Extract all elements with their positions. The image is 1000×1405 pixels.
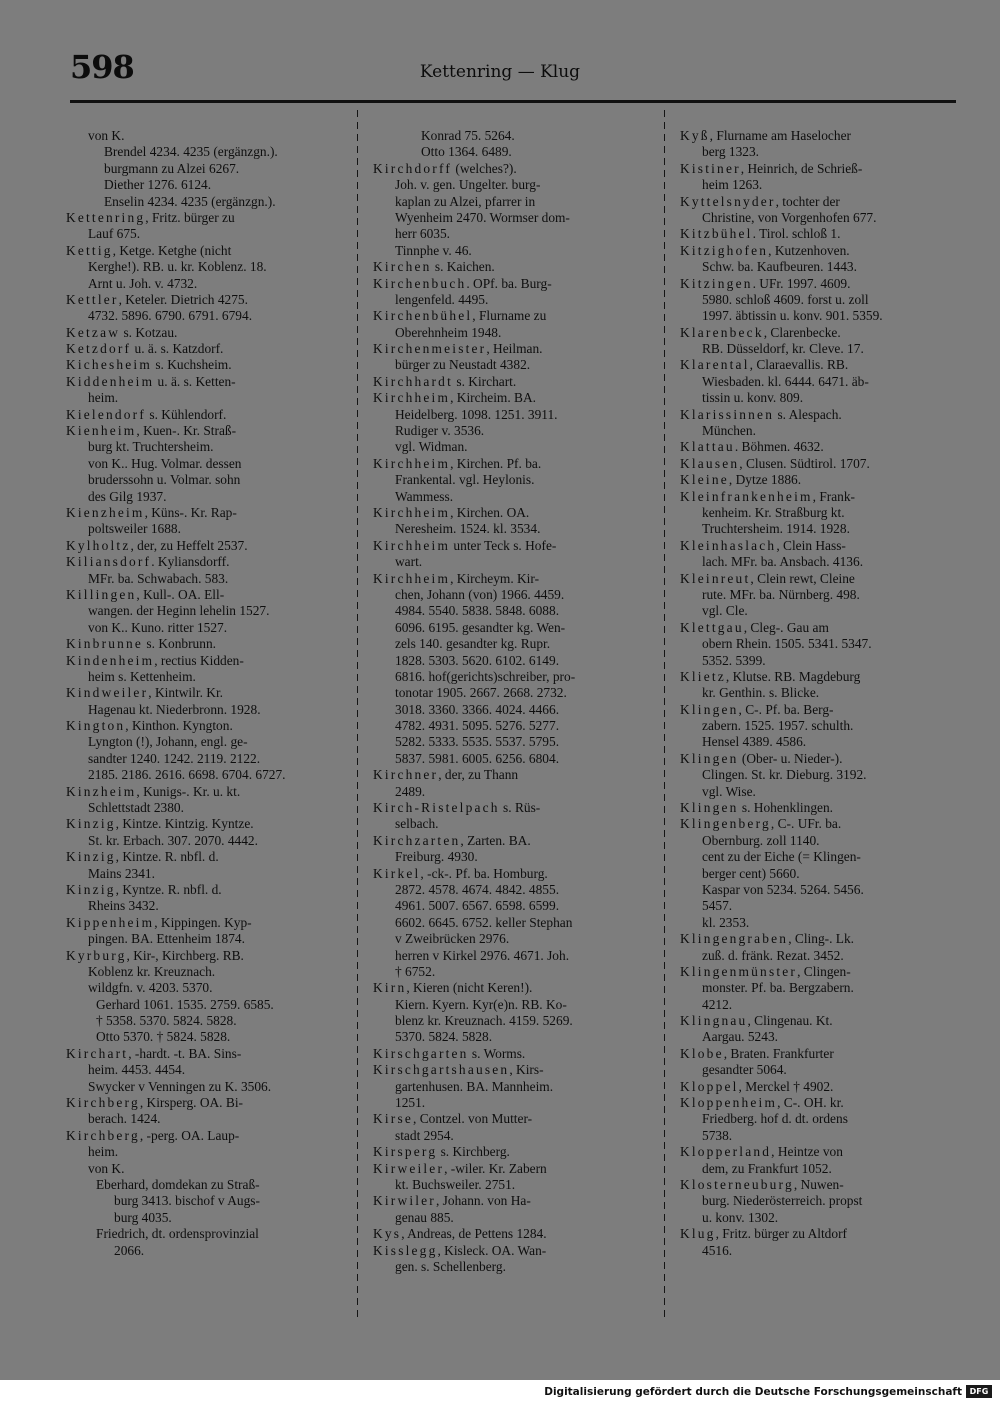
headword: Kirse: [373, 1111, 414, 1127]
entry-headword-line: Klarissinnen s. Alespach.: [680, 406, 842, 422]
entry-headword-line: Kitzingen. UFr. 1997. 4609.: [680, 275, 851, 291]
entry-line: Kerghe!). RB. u. kr. Koblenz. 18.: [88, 259, 267, 275]
entry-headword-line: Kyttelsnyder, tochter der: [680, 193, 840, 209]
headword: Kindweiler: [66, 685, 149, 701]
entry-line: 6602. 6645. 6752. keller Stephan: [395, 914, 573, 930]
entry-line: pingen. BA. Ettenheim 1874.: [88, 931, 245, 947]
headword: Kirschgartshausen: [373, 1062, 510, 1078]
headword: Klattau: [680, 439, 735, 455]
entry-line: Gerhard 1061. 1535. 2759. 6585.: [96, 996, 274, 1012]
headword: Kinzig: [66, 849, 116, 865]
headword: Kys: [373, 1226, 402, 1242]
entry-headword-line: Kinzheim, Kunigs-. Kr. u. kt.: [66, 783, 241, 799]
headword: Kirchhardt: [373, 373, 454, 389]
entry-line: Frankental. vgl. Heylonis.: [395, 472, 535, 488]
entry-line: Diether 1276. 6124.: [104, 177, 212, 193]
header-rule: [70, 100, 956, 103]
entry-line: heim s. Kettenheim.: [88, 668, 196, 684]
entry-headword-line: Kisslegg, Kisleck. OA. Wan-: [373, 1242, 547, 1258]
entry-headword-line: Klosterneuburg, Nuwen-: [680, 1177, 844, 1192]
entry-line: kl. 2353.: [702, 914, 750, 930]
headword: Kloppel: [680, 1078, 739, 1094]
headword: Klarental: [680, 357, 750, 373]
entry-line: tonotar 1905. 2667. 2668. 2732.: [395, 685, 567, 701]
entry-line: Wiesbaden. kl. 6444. 6471. äb-: [702, 373, 869, 389]
headword: Kisslegg: [373, 1242, 438, 1258]
headword: Kitzighofen: [680, 242, 769, 258]
entry-line: 1828. 5303. 5620. 6102. 6149.: [395, 652, 560, 668]
headword: Kirchenbühel: [373, 308, 473, 324]
text-column-3: [680, 128, 952, 1259]
headword: Kinzheim: [66, 783, 137, 799]
entry-line: lengenfeld. 4495.: [395, 291, 489, 307]
headword: Kyrburg: [66, 947, 127, 963]
entry-headword-line: Klingen, C-. Pf. ba. Berg-: [680, 701, 834, 717]
entry-line: 5457.: [702, 898, 733, 914]
headword: Kirch-Ristelpach: [373, 800, 500, 816]
entry-headword-line: Kettler, Keteler. Dietrich 4275.: [66, 291, 248, 307]
entry-line: gen. s. Schellenberg.: [395, 1258, 506, 1274]
entry-line: burg 4035.: [114, 1209, 172, 1225]
entry-line: Schlettstadt 2380.: [88, 800, 184, 816]
entry-line: Arnt u. Joh. v. 4732.: [88, 275, 198, 291]
entry-headword-line: Kirwiler, Johann. von Ha-: [373, 1193, 531, 1209]
headword: Kichesheim: [66, 357, 152, 373]
headword: Kistiner: [680, 160, 741, 176]
entry-line: kaplan zu Alzei, pfarrer in: [395, 193, 536, 209]
entry-line: Joh. v. gen. Ungelter. burg-: [395, 177, 541, 193]
entry-headword-line: Kirchzarten, Zarten. BA.: [373, 832, 531, 848]
entry-headword-line: Kington, Kinthon. Kyngton.: [66, 718, 233, 734]
entry-line: Freiburg. 4930.: [395, 849, 478, 865]
headword: Kirschgarten: [373, 1045, 469, 1061]
entry-headword-line: Kinzig, Kintze. Kintzig. Kyntze.: [66, 816, 254, 832]
entry-line: Hensel 4389. 4586.: [702, 734, 807, 750]
entry-line: Obernburg. zoll 1140.: [702, 832, 820, 848]
entry-line: 2872. 4578. 4674. 4842. 4855.: [395, 881, 560, 897]
entry-line: 4961. 5007. 6567. 6598. 6599.: [395, 898, 560, 914]
entry-line: vgl. Widman.: [395, 439, 468, 455]
entry-line: Wammess.: [395, 488, 454, 504]
entry-headword-line: Kinzig, Kyntze. R. nbfl. d.: [66, 881, 222, 897]
entry-headword-line: Kettig, Ketge. Ketghe (nicht: [66, 242, 232, 258]
entry-headword-line: Kleinfrankenheim, Frank-: [680, 488, 856, 504]
headword: Kienheim: [66, 423, 137, 439]
headword: Kleinhaslach: [680, 537, 777, 553]
entry-line: Rudiger v. 3536.: [395, 423, 485, 439]
entry-line: Hagenau kt. Niederbronn. 1928.: [88, 701, 261, 717]
entry-headword-line: Kinbrunne s. Konbrunn.: [66, 636, 216, 652]
entry-line: kt. Buchsweiler. 2751.: [395, 1177, 516, 1192]
entry-headword-line: Klarental, Claraevallis. RB.: [680, 357, 849, 373]
entry-line: von K.. Kuno. ritter 1527.: [88, 619, 228, 635]
entry-headword-line: Kyß, Flurname am Haselocher: [680, 128, 851, 143]
entry-headword-line: Kirchheim, Kircheym. Kir-: [373, 570, 540, 586]
headword: Kirwiler: [373, 1193, 436, 1209]
entry-headword-line: Kyrburg, Kir-, Kirchberg. RB.: [66, 947, 244, 963]
headword: Kirchner: [373, 767, 439, 783]
entry-headword-line: Kindenheim, rectius Kidden-: [66, 652, 244, 668]
entry-line: 5352. 5399.: [702, 652, 766, 668]
entry-line: Wyenheim 2470. Wormser dom-: [395, 209, 570, 225]
entry-line: burg. Niederösterreich. propst: [702, 1193, 863, 1209]
entry-line: obern Rhein. 1505. 5341. 5347.: [702, 636, 872, 652]
entry-headword-line: Kirweiler, -wiler. Kr. Zabern: [373, 1160, 547, 1176]
entry-line: † 6752.: [395, 963, 436, 979]
headword: Klausen: [680, 455, 740, 471]
entry-line: Swycker v Venningen zu K. 3506.: [88, 1078, 272, 1094]
entry-line: 2066.: [114, 1242, 145, 1258]
headword: Klopperland: [680, 1144, 772, 1160]
entry-line: 6096. 6195. gesandter kg. Wen-: [395, 619, 566, 635]
headword: Kylholtz: [66, 537, 131, 553]
entry-line: v Zweibrücken 2976.: [395, 931, 510, 947]
entry-line: vgl. Cle.: [702, 603, 748, 619]
entry-headword-line: Kitzbühel. Tirol. schloß 1.: [680, 226, 841, 242]
footer-bar: [0, 1380, 1000, 1405]
entry-line: 1251.: [395, 1095, 426, 1111]
headword: Kirchheim: [373, 390, 451, 406]
entry-headword-line: Klingenberg, C-. UFr. ba.: [680, 816, 842, 832]
headword: Kindenheim: [66, 652, 155, 668]
entry-headword-line: Kirchner, der, zu Thann: [373, 767, 519, 783]
headword: Kyß: [680, 128, 710, 143]
headword: Kirchheim: [373, 537, 451, 553]
entry-headword-line: Kirschgarten s. Worms.: [373, 1045, 526, 1061]
entry-line: blenz kr. Kreuznach. 4159. 5269.: [395, 1013, 573, 1029]
headword: Klingengraben: [680, 931, 789, 947]
headword: Kirchberg: [66, 1095, 140, 1111]
headword: Kloppenheim: [680, 1095, 778, 1111]
entry-line: Christine, von Vorgenhofen 677.: [702, 209, 877, 225]
entry-line: burg 3413. bischof v Augs-: [114, 1193, 260, 1209]
entry-line: Brendel 4234. 4235 (ergänzgn.).: [104, 144, 278, 160]
entry-line: berg 1323.: [702, 144, 760, 160]
entry-headword-line: Kichesheim s. Kuchsheim.: [66, 357, 232, 373]
headword: Kirchheim: [373, 570, 451, 586]
entry-headword-line: Kleine, Dytze 1886.: [680, 472, 802, 488]
entry-headword-line: Klug, Fritz. bürger zu Altdorf: [680, 1226, 847, 1242]
entry-headword-line: Kirschgartshausen, Kirs-: [373, 1062, 544, 1078]
entry-headword-line: Klopperland, Heintze von: [680, 1144, 843, 1160]
entry-line: † 5358. 5370. 5824. 5828.: [96, 1013, 237, 1029]
headword: Klarissinnen: [680, 406, 775, 422]
headword: Kington: [66, 718, 126, 734]
headword: Klobe: [680, 1045, 724, 1061]
entry-line: Lyngton (!), Johann, engl. ge-: [88, 734, 248, 750]
headword: Klingen: [680, 750, 739, 766]
entry-line: herren v Kirkel 2976. 4671. Joh.: [395, 947, 570, 963]
headword: Kirweiler: [373, 1160, 445, 1176]
entry-headword-line: Kirchberg, -perg. OA. Laup-: [66, 1127, 240, 1143]
entry-line: tissin u. konv. 809.: [702, 390, 804, 406]
entry-line: 4732. 5896. 6790. 6791. 6794.: [88, 308, 253, 324]
entry-headword-line: Kloppenheim, C-. OH. kr.: [680, 1095, 844, 1111]
entry-line: wangen. der Heginn lehelin 1527.: [88, 603, 270, 619]
entry-line: dem, zu Frankfurt 1052.: [702, 1160, 832, 1176]
entry-headword-line: Kirchberg, Kirsperg. OA. Bi-: [66, 1095, 243, 1111]
entry-line: Enselin 4234. 4235 (ergänzgn.).: [104, 193, 276, 209]
headword: Ketzdorf: [66, 341, 132, 357]
entry-line: wart.: [395, 554, 423, 570]
entry-line: 5980. schloß 4609. forst u. zoll: [702, 291, 869, 307]
entry-line: München.: [702, 423, 756, 439]
entry-line: genau 885.: [395, 1209, 454, 1225]
column-separator: [664, 110, 665, 1320]
entry-line: 5282. 5333. 5535. 5537. 5795.: [395, 734, 560, 750]
headword: Klingenmünster: [680, 963, 798, 979]
headword: Klarenbeck: [680, 324, 764, 340]
running-head: Kettenring — Klug: [419, 62, 581, 82]
entry-headword-line: Kirchheim, Kirchen. Pf. ba.: [373, 455, 542, 471]
headword: Kielendorf: [66, 406, 147, 422]
entry-headword-line: Kys, Andreas, de Pettens 1284.: [373, 1226, 547, 1242]
headword: Kirchenmeister: [373, 341, 487, 357]
headword: Kirchzarten: [373, 832, 461, 848]
entry-line: 3018. 3360. 3366. 4024. 4466.: [395, 701, 560, 717]
entry-headword-line: Kylholtz, der, zu Heffelt 2537.: [66, 537, 248, 553]
column-separator: [357, 110, 358, 1320]
entry-headword-line: Klattau. Böhmen. 4632.: [680, 439, 824, 455]
entry-line: 4212.: [702, 996, 733, 1012]
entry-line: Heidelberg. 1098. 1251. 3911.: [395, 406, 558, 422]
entry-headword-line: Kirchenbühel, Flurname zu: [373, 308, 547, 324]
entry-line: von K.: [88, 128, 125, 143]
headword: Kirchberg: [66, 1127, 140, 1143]
entry-headword-line: Kloppel, Merckel † 4902.: [680, 1078, 834, 1094]
entry-headword-line: Kirchenmeister, Heilman.: [373, 341, 543, 357]
headword: Kirchdorff: [373, 160, 453, 176]
entry-line: 2489.: [395, 783, 426, 799]
headword: Kettler: [66, 291, 119, 307]
headword: Kirchheim: [373, 504, 451, 520]
entry-line: burgmann zu Alzei 6267.: [104, 160, 240, 176]
entry-line: 4516.: [702, 1242, 733, 1258]
entry-line: zabern. 1525. 1957. schulth.: [702, 718, 854, 734]
entry-line: von K.: [88, 1160, 125, 1176]
entry-line: Tinnphe v. 46.: [395, 242, 472, 258]
entry-headword-line: Kirch-Ristelpach s. Rüs-: [373, 800, 541, 816]
headword: Klosterneuburg: [680, 1177, 794, 1192]
entry-line: Truchtersheim. 1914. 1928.: [702, 521, 850, 537]
entry-headword-line: Kirchdorff (welches?).: [373, 160, 517, 176]
entry-line: berach. 1424.: [88, 1111, 161, 1127]
text-column-1: [66, 128, 342, 1259]
entry-line: burg kt. Truchtersheim.: [88, 439, 214, 455]
entry-line: bruderssohn u. Volmar. sohn: [88, 472, 241, 488]
headword: Kettenring: [66, 209, 146, 225]
headword: Kettig: [66, 242, 113, 258]
headword: Kirchen: [373, 259, 432, 275]
entry-line: u. konv. 1302.: [702, 1209, 779, 1225]
entry-line: 6816. hof(gerichts)schreiber, pro-: [395, 668, 576, 684]
headword: Kirsperg: [373, 1144, 438, 1160]
entry-headword-line: Kirkel, -ck-. Pf. ba. Homburg.: [373, 865, 548, 881]
entry-headword-line: Kirchheim, Kirchen. OA.: [373, 504, 530, 520]
entry-line: wildgfn. v. 4203. 5370.: [88, 980, 213, 996]
headword: Kleinfrankenheim: [680, 488, 813, 504]
entry-headword-line: Kielendorf s. Kühlendorf.: [66, 406, 227, 422]
entry-line: Otto 1364. 6489.: [421, 144, 512, 160]
headword: Kienzheim: [66, 504, 145, 520]
entry-line: heim. 4453. 4454.: [88, 1062, 186, 1078]
entry-line: chen, Johann (von) 1966. 4459.: [395, 586, 565, 602]
entry-headword-line: Kippenheim, Kippingen. Kyp-: [66, 914, 252, 930]
headword: Kiliansdorf: [66, 554, 152, 570]
entry-line: kr. Genthin. s. Blicke.: [702, 685, 820, 701]
headword: Killingen: [66, 586, 137, 602]
entry-line: 2185. 2186. 2616. 6698. 6704. 6727.: [88, 767, 286, 783]
entry-line: Koblenz kr. Kreuznach.: [88, 963, 216, 979]
entry-headword-line: Kirchart, -hardt. -t. BA. Sins-: [66, 1045, 242, 1061]
page-number: 598: [70, 48, 134, 86]
entry-headword-line: Klausen, Clusen. Südtirol. 1707.: [680, 455, 870, 471]
headword: Klug: [680, 1226, 716, 1242]
headword: Kinzig: [66, 816, 116, 832]
headword: Klietz: [680, 668, 726, 684]
entry-line: 4984. 5540. 5838. 5848. 6088.: [395, 603, 560, 619]
entry-line: Aargau. 5243.: [702, 1029, 778, 1045]
entry-headword-line: Kirchhardt s. Kirchart.: [373, 373, 517, 389]
entry-line: des Gilg 1937.: [88, 488, 167, 504]
entry-headword-line: Klietz, Klutse. RB. Magdeburg: [680, 668, 861, 684]
entry-headword-line: Kettenring, Fritz. bürger zu: [66, 209, 235, 225]
headword: Kirchart: [66, 1045, 129, 1061]
entry-line: 4782. 4931. 5095. 5276. 5277.: [395, 718, 560, 734]
headword: Ketzaw: [66, 324, 121, 340]
dfg-logo: DFG: [966, 1385, 992, 1398]
entry-headword-line: Kienheim, Kuen-. Kr. Straß-: [66, 423, 237, 439]
entry-headword-line: Killingen, Kull-. OA. Ell-: [66, 586, 225, 602]
entry-headword-line: Kleinhaslach, Clein Hass-: [680, 537, 846, 553]
text-column-2: [373, 128, 647, 1275]
headword: Kinzig: [66, 881, 116, 897]
entry-headword-line: Kindweiler, Kintwilr. Kr.: [66, 685, 224, 701]
entry-line: 5837. 5981. 6005. 6256. 6804.: [395, 750, 560, 766]
entry-headword-line: Klingengraben, Cling-. Lk.: [680, 931, 855, 947]
headword: Kleinreut: [680, 570, 751, 586]
headword: Kippenheim: [66, 914, 155, 930]
headword: Klingen: [680, 800, 739, 816]
entry-line: von K.. Hug. Volmar. dessen: [88, 455, 242, 471]
entry-line: RB. Düsseldorf, kr. Cleve. 17.: [702, 341, 864, 357]
entry-line: Kiern. Kyern. Kyr(e)n. RB. Ko-: [395, 996, 567, 1012]
headword: Kyttelsnyder: [680, 193, 776, 209]
entry-line: St. kr. Erbach. 307. 2070. 4442.: [88, 832, 258, 848]
entry-headword-line: Kirchheim, Kircheim. BA.: [373, 390, 536, 406]
entry-headword-line: Kirsperg s. Kirchberg.: [373, 1144, 510, 1160]
entry-line: kenheim. Kr. Straßburg kt.: [702, 504, 845, 520]
entry-line: heim.: [88, 1144, 119, 1160]
entry-headword-line: Kirchen s. Kaichen.: [373, 259, 495, 275]
funding-credit: Digitalisierung gefördert durch die Deutsche Forschungsgemeinschaft: [544, 1386, 962, 1398]
entry-line: Eberhard, domdekan zu Straß-: [96, 1177, 260, 1192]
headword: Klingnau: [680, 1013, 748, 1029]
entry-line: gesandter 5064.: [702, 1062, 787, 1078]
entry-headword-line: Klettgau, Cleg-. Gau am: [680, 619, 829, 635]
headword: Klingenberg: [680, 816, 771, 832]
entry-headword-line: Ketzdorf u. ä. s. Katzdorf.: [66, 341, 224, 357]
entry-line: 5370. 5824. 5828.: [395, 1029, 493, 1045]
entry-line: Schw. ba. Kaufbeuren. 1443.: [702, 259, 857, 275]
entry-line: Neresheim. 1524. kl. 3534.: [395, 521, 541, 537]
entry-headword-line: Kitzighofen, Kutzenhoven.: [680, 242, 850, 258]
entry-line: Otto 5370. † 5824. 5828.: [96, 1029, 231, 1045]
entry-line: heim.: [88, 390, 119, 406]
entry-line: herr 6035.: [395, 226, 451, 242]
entry-headword-line: Ketzaw s. Kotzau.: [66, 324, 178, 340]
entry-line: Rheins 3432.: [88, 898, 159, 914]
entry-headword-line: Kistiner, Heinrich, de Schrieß-: [680, 160, 863, 176]
entry-headword-line: Klingnau, Clingenau. Kt.: [680, 1013, 833, 1029]
headword: Kleine: [680, 472, 729, 488]
entry-headword-line: Kirn, Kieren (nicht Keren!).: [373, 980, 533, 996]
entry-line: Mains 2341.: [88, 865, 155, 881]
entry-line: Oberehnheim 1948.: [395, 324, 502, 340]
entry-line: sandter 1240. 1242. 2119. 2122.: [88, 750, 261, 766]
headword: Klettgau: [680, 619, 744, 635]
entry-line: poltsweiler 1688.: [88, 521, 181, 537]
headword: Kitzbühel: [680, 226, 753, 242]
headword: Kirn: [373, 980, 407, 996]
entry-headword-line: Klingenmünster, Clingen-: [680, 963, 851, 979]
entry-line: monster. Pf. ba. Bergzabern.: [702, 980, 854, 996]
entry-line: bürger zu Neustadt 4382.: [395, 357, 531, 373]
entry-headword-line: Kleinreut, Clein rewt, Cleine: [680, 570, 855, 586]
entry-headword-line: Kirchheim unter Teck s. Hofe-: [373, 537, 557, 553]
entry-line: zels 140. gesandter kg. Rupr.: [395, 636, 551, 652]
entry-line: vgl. Wise.: [702, 783, 756, 799]
entry-line: MFr. ba. Schwabach. 583.: [88, 570, 229, 586]
headword: Kirchenbuch: [373, 275, 467, 291]
entry-line: 5738.: [702, 1127, 733, 1143]
headword: Klingen: [680, 701, 739, 717]
entry-headword-line: Klarenbeck, Clarenbecke.: [680, 324, 841, 340]
entry-headword-line: Klingen (Ober- u. Nieder-).: [680, 750, 843, 766]
entry-line: selbach.: [395, 816, 439, 832]
entry-line: heim 1263.: [702, 177, 763, 193]
entry-line: Clingen. St. kr. Dieburg. 3192.: [702, 767, 867, 783]
entry-headword-line: Klingen s. Hohenklingen.: [680, 800, 834, 816]
entry-headword-line: Kirse, Contzel. von Mutter-: [373, 1111, 533, 1127]
headword: Kirkel: [373, 865, 421, 881]
entry-line: lach. MFr. ba. Ansbach. 4136.: [702, 554, 864, 570]
entry-line: rute. MFr. ba. Nürnberg. 498.: [702, 586, 860, 602]
headword: Kiddenheim: [66, 373, 155, 389]
headword: Kinbrunne: [66, 636, 144, 652]
entry-line: Friedberg. hof d. dt. ordens: [702, 1111, 848, 1127]
headword: Kirchheim: [373, 455, 451, 471]
entry-headword-line: Kirchenbuch. OPf. ba. Burg-: [373, 275, 552, 291]
entry-line: cent zu der Eiche (= Klingen-: [702, 849, 861, 865]
entry-line: zuß. d. fränk. Rezat. 3452.: [702, 947, 844, 963]
headword: Kitzingen: [680, 275, 753, 291]
entry-line: Kaspar von 5234. 5264. 5456.: [702, 881, 864, 897]
entry-line: Friedrich, dt. ordensprovinzial: [96, 1226, 259, 1242]
entry-headword-line: Kiddenheim u. ä. s. Ketten-: [66, 373, 236, 389]
entry-line: berger cent) 5660.: [702, 865, 800, 881]
entry-line: Lauf 675.: [88, 226, 141, 242]
entry-headword-line: Klobe, Braten. Frankfurter: [680, 1045, 834, 1061]
entry-headword-line: Kinzig, Kintze. R. nbfl. d.: [66, 849, 219, 865]
entry-line: 1997. äbtissin u. konv. 901. 5359.: [702, 308, 883, 324]
entry-headword-line: Kiliansdorf. Kyliansdorff.: [66, 554, 230, 570]
entry-headword-line: Kienzheim, Küns-. Kr. Rap-: [66, 504, 237, 520]
entry-line: stadt 2954.: [395, 1127, 454, 1143]
entry-line: Konrad 75. 5264.: [421, 128, 515, 143]
entry-line: gartenhusen. BA. Mannheim.: [395, 1078, 554, 1094]
